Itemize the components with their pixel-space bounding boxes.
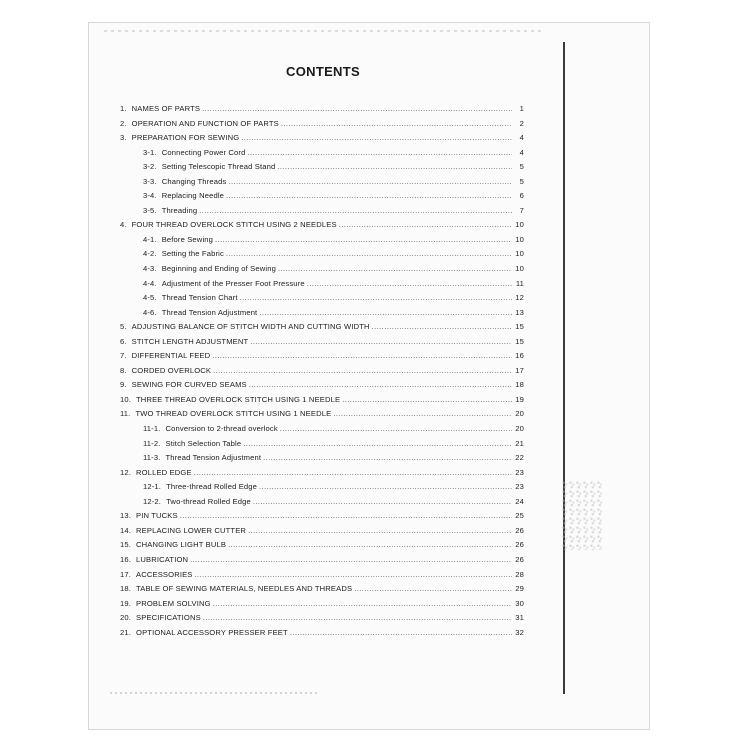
toc-entry-page-number: 29 (515, 584, 524, 594)
dot-leader (203, 613, 512, 622)
dot-leader (342, 395, 512, 404)
toc-entry-number: 3-2. (143, 162, 157, 172)
toc-entry[interactable] (120, 424, 524, 439)
scan-artifact-top (104, 30, 544, 32)
toc-entry[interactable] (120, 220, 524, 235)
dot-leader (248, 526, 512, 535)
toc-entry-number: 18. (120, 584, 132, 594)
toc-entry[interactable] (120, 482, 524, 497)
toc-entry[interactable] (120, 555, 524, 570)
toc-entry-page-number: 5 (519, 162, 524, 172)
toc-entry[interactable] (120, 468, 524, 483)
dot-leader (240, 293, 512, 302)
toc-entry-label: OPTIONAL ACCESSORY PRESSER FEET (136, 627, 288, 637)
toc-entry[interactable] (120, 380, 524, 395)
toc-entry-page-number: 22 (515, 453, 524, 463)
toc-entry-number: 3-1. (143, 147, 157, 157)
toc-entry-page-number: 12 (515, 293, 524, 303)
toc-entry-label: ADJUSTING BALANCE OF STITCH WIDTH AND CUTTING WIDTH (131, 322, 370, 332)
toc-entry-page-number: 6 (519, 191, 524, 201)
toc-entry[interactable] (120, 308, 524, 323)
toc-entry-label: Thread Tension Adjustment (165, 453, 262, 463)
toc-entry-number: 21. (120, 627, 132, 637)
toc-entry-page-number: 24 (515, 496, 524, 506)
dot-leader (226, 191, 512, 200)
toc-entry-number: 11. (120, 409, 131, 419)
toc-entry-page-number: 18 (515, 380, 524, 390)
toc-entry[interactable] (120, 235, 524, 250)
toc-entry-number: 2. (120, 118, 127, 128)
toc-entry-page-number: 4 (519, 133, 524, 143)
toc-entry-page-number: 26 (515, 554, 524, 564)
toc-entry-page-number: 23 (515, 482, 524, 492)
dot-leader (226, 249, 512, 258)
toc-entry-page-number: 28 (515, 569, 524, 579)
toc-entry-page-number: 2 (519, 118, 524, 128)
toc-entry-number: 14. (120, 525, 132, 535)
toc-entry-label: Connecting Power Cord (161, 147, 246, 157)
dot-leader (333, 409, 512, 418)
toc-entry-page-number: 11 (515, 278, 524, 288)
toc-entry-label: STITCH LENGTH ADJUSTMENT (131, 336, 249, 346)
toc-entry-number: 11-1. (143, 424, 161, 434)
toc-entry-number: 7. (120, 351, 127, 361)
toc-entry[interactable] (120, 293, 524, 308)
toc-entry-number: 4-2. (143, 249, 157, 259)
toc-entry-label: PREPARATION FOR SEWING (131, 133, 240, 143)
toc-entry-number: 4-4. (143, 278, 157, 288)
toc-entry-label: Three-thread Rolled Edge (166, 482, 258, 492)
toc-entry-number: 3-4. (143, 191, 157, 201)
toc-entry-label: Beginning and Ending of Sewing (161, 264, 276, 274)
toc-entry-number: 11-3. (143, 453, 161, 463)
dot-leader (195, 570, 512, 579)
toc-entry[interactable] (120, 584, 524, 599)
toc-entry-number: 8. (120, 365, 127, 375)
scan-speckle (562, 480, 602, 550)
dot-leader (213, 599, 512, 608)
toc-entry-number: 5. (120, 322, 127, 332)
toc-entry-label: TABLE OF SEWING MATERIALS, NEEDLES AND THREADS (136, 584, 353, 594)
toc-entry-page-number: 13 (515, 307, 524, 317)
toc-entry[interactable] (120, 322, 524, 337)
toc-entry[interactable] (120, 439, 524, 454)
dot-leader (372, 322, 512, 331)
toc-entry[interactable] (120, 453, 524, 468)
toc-entry-number: 1. (120, 104, 127, 113)
dot-leader (241, 133, 512, 142)
toc-entry-label: Stitch Selection Table (165, 438, 242, 448)
toc-entry-number: 12-2. (143, 496, 162, 506)
toc-entry[interactable] (120, 119, 524, 134)
toc-entry-label: LUBRICATION (136, 554, 189, 564)
toc-entry[interactable] (120, 526, 524, 541)
dot-leader (253, 497, 512, 506)
toc-entry-page-number: 26 (515, 540, 524, 550)
toc-entry-number: 10. (120, 394, 132, 404)
toc-entry-number: 12-1. (143, 482, 162, 492)
toc-entry-label: SEWING FOR CURVED SEAMS (131, 380, 247, 390)
toc-entry-label: Replacing Needle (161, 191, 225, 201)
dot-leader (250, 337, 512, 346)
toc-entry-label: Thread Tension Chart (161, 293, 238, 303)
toc-entry-number: 4-6. (143, 307, 157, 317)
toc-entry-number: 11-2. (143, 438, 161, 448)
toc-entry-number: 19. (120, 598, 132, 608)
toc-entry-page-number: 19 (515, 394, 524, 404)
toc-entry[interactable] (120, 570, 524, 585)
toc-entry-page-number: 5 (519, 176, 524, 186)
toc-entry-number: 12. (120, 467, 132, 477)
toc-entry[interactable] (120, 206, 524, 221)
dot-leader (263, 453, 512, 462)
toc-entry-label: ACCESSORIES (136, 569, 193, 579)
toc-entry[interactable] (120, 279, 524, 294)
dot-leader (215, 235, 512, 244)
toc-entry[interactable] (120, 613, 524, 628)
dot-leader (249, 380, 512, 389)
toc-entry[interactable] (120, 366, 524, 381)
toc-entry-label: Two-thread Rolled Edge (166, 496, 251, 506)
toc-entry-number: 4-5. (143, 293, 157, 303)
toc-entry-page-number: 16 (515, 351, 524, 361)
dot-leader (259, 482, 512, 491)
toc-entry[interactable] (120, 540, 524, 555)
toc-entry-label: Setting the Fabric (161, 249, 224, 259)
toc-entry-label: NAMES OF PARTS (131, 104, 201, 113)
toc-entry[interactable] (120, 177, 524, 192)
toc-entry-page-number: 20 (515, 409, 524, 419)
toc-entry-label: Changing Threads (161, 176, 227, 186)
toc-entry-label: Thread Tension Adjustment (161, 307, 258, 317)
toc-entry-page-number: 15 (515, 322, 524, 332)
dot-leader (190, 555, 512, 564)
dot-leader (277, 162, 512, 171)
dot-leader (228, 540, 512, 549)
toc-entry-label: Setting Telescopic Thread Stand (161, 162, 276, 172)
toc-entry-page-number: 23 (515, 467, 524, 477)
toc-entry[interactable] (120, 497, 524, 512)
toc-entry-page-number: 1 (519, 104, 524, 113)
toc-entry-label: PROBLEM SOLVING (136, 598, 211, 608)
toc-entry-number: 3-3. (143, 176, 157, 186)
dot-leader (202, 104, 512, 113)
toc-entry-label: FOUR THREAD OVERLOCK STITCH USING 2 NEEDLES (131, 220, 337, 230)
toc-entry-label: Before Sewing (161, 234, 214, 244)
dot-leader (247, 148, 512, 157)
toc-entry-number: 3. (120, 133, 127, 143)
toc-entry-number: 17. (120, 569, 132, 579)
toc-entry-page-number: 10 (515, 264, 524, 274)
dot-leader (339, 220, 512, 229)
toc-entry-page-number: 10 (515, 234, 524, 244)
toc-entry-number: 4-1. (143, 234, 157, 244)
toc-entry-page-number: 15 (515, 336, 524, 346)
toc-entry-label: Threading (161, 205, 198, 215)
dot-leader (243, 439, 512, 448)
toc-entry-page-number: 4 (519, 147, 524, 157)
page-edge-rule (563, 42, 565, 694)
toc-entry-label: SPECIFICATIONS (136, 613, 201, 623)
toc-entry-number: 9. (120, 380, 127, 390)
toc-entry[interactable] (120, 337, 524, 352)
toc-entry-page-number: 10 (515, 220, 524, 230)
toc-entry[interactable] (120, 395, 524, 410)
toc-entry-label: REPLACING LOWER CUTTER (136, 525, 247, 535)
toc-entry-label: DIFFERENTIAL FEED (131, 351, 211, 361)
toc-entry-page-number: 30 (515, 598, 524, 608)
toc-entry-page-number: 32 (515, 627, 524, 637)
dot-leader (228, 177, 512, 186)
toc-entry-page-number: 26 (515, 525, 524, 535)
toc-entry[interactable] (120, 162, 524, 177)
toc-entry-page-number: 20 (515, 424, 524, 434)
toc-entry[interactable] (120, 511, 524, 526)
toc-entry-label: TWO THREAD OVERLOCK STITCH USING 1 NEEDLE (135, 409, 332, 419)
dot-leader (307, 279, 512, 288)
toc-entry-label: Adjustment of the Presser Foot Pressure (161, 278, 305, 288)
dot-leader (180, 511, 512, 520)
toc-entry[interactable] (120, 409, 524, 424)
toc-entry-number: 13. (120, 511, 132, 521)
toc-entry[interactable] (120, 104, 524, 119)
toc-entry[interactable] (120, 264, 524, 279)
toc-entry-number: 4-3. (143, 264, 157, 274)
dot-leader (259, 308, 512, 317)
toc-entry-page-number: 7 (519, 205, 524, 215)
dot-leader (280, 424, 512, 433)
toc-entry-page-number: 25 (515, 511, 524, 521)
toc-entry-number: 6. (120, 336, 127, 346)
toc-entry[interactable] (120, 628, 524, 643)
toc-entry[interactable] (120, 133, 524, 148)
dot-leader (213, 366, 512, 375)
toc-entry-label: THREE THREAD OVERLOCK STITCH USING 1 NEEDLE (136, 394, 341, 404)
toc-entry[interactable] (120, 148, 524, 163)
toc-entry-page-number: 31 (515, 613, 524, 623)
dot-leader (212, 351, 512, 360)
toc-entry-label: PIN TUCKS (136, 511, 178, 521)
toc-entry-page-number: 10 (515, 249, 524, 259)
toc-entry-page-number: 21 (515, 438, 524, 448)
dot-leader (354, 584, 512, 593)
dot-leader (194, 468, 512, 477)
toc-entry-label: OPERATION AND FUNCTION OF PARTS (131, 118, 279, 128)
toc-entry-number: 3-5. (143, 205, 157, 215)
dot-leader (290, 628, 512, 637)
toc-entry-label: CHANGING LIGHT BULB (136, 540, 227, 550)
toc-entry[interactable] (120, 599, 524, 614)
dot-leader (281, 119, 512, 128)
table-of-contents (120, 104, 524, 642)
toc-entry[interactable] (120, 351, 524, 366)
toc-entry-page-number: 17 (515, 365, 524, 375)
toc-entry[interactable] (120, 249, 524, 264)
toc-entry-label: Conversion to 2-thread overlock (165, 424, 278, 434)
toc-entry-label: ROLLED EDGE (136, 467, 192, 477)
toc-entry-number: 4. (120, 220, 127, 230)
scan-artifact-bottom (110, 692, 320, 694)
dot-leader (199, 206, 512, 215)
dot-leader (278, 264, 512, 273)
toc-entry-number: 15. (120, 540, 132, 550)
toc-entry-label: CORDED OVERLOCK (131, 365, 212, 375)
toc-entry-number: 16. (120, 554, 132, 564)
page-title: CONTENTS (286, 64, 360, 79)
toc-entry[interactable] (120, 191, 524, 206)
toc-entry-number: 20. (120, 613, 132, 623)
